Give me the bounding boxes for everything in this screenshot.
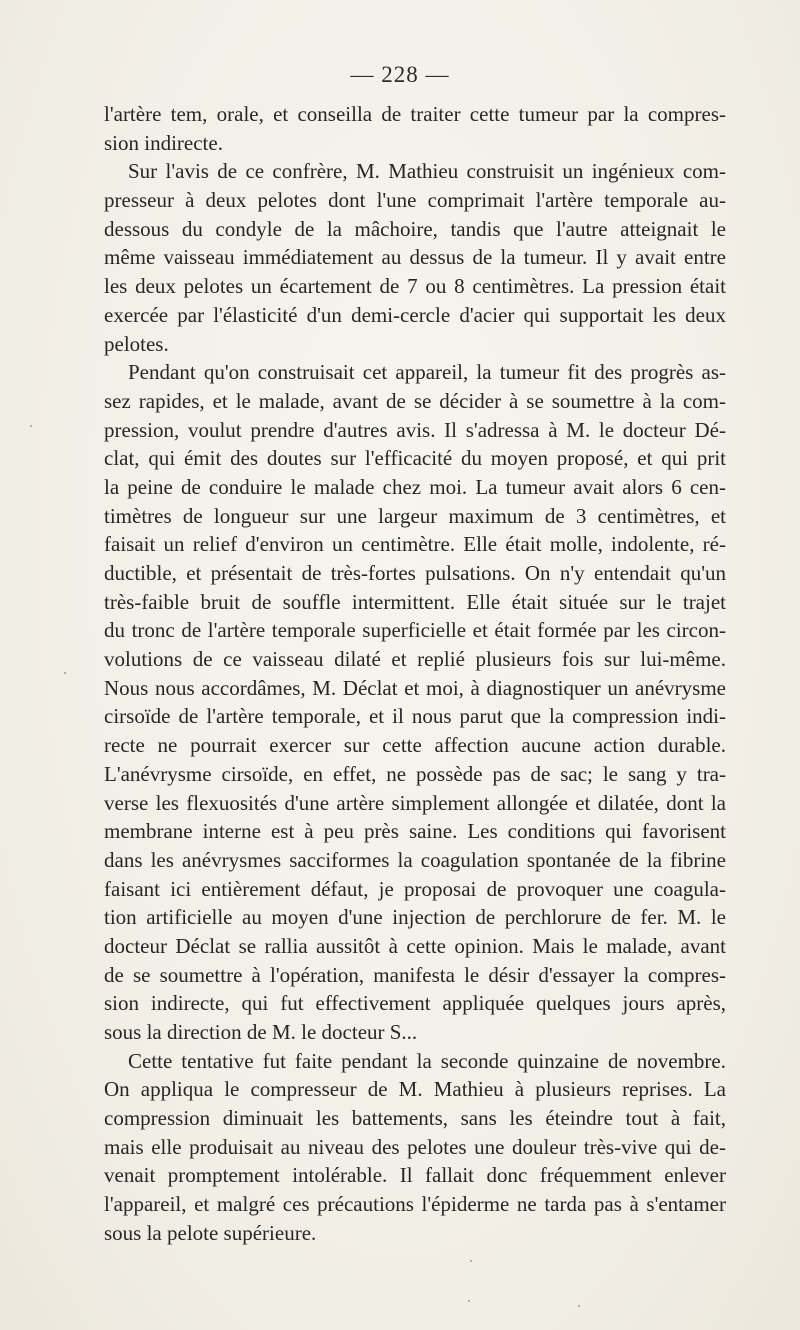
text-line: dans les anévrysmes sacciformes la coagulation spontanée de la fibrine — [104, 847, 726, 872]
text-line: exercée par l'élasticité d'un demi-cercle d'acier qui supportait les deux — [104, 302, 726, 327]
body-text — [104, 100, 726, 1248]
text-line: sion indirecte, qui fut effectivement appliquée quelques jours après, — [104, 991, 726, 1016]
text-line: Sur l'avis de ce confrère, M. Mathieu construisit un ingénieux com- — [128, 159, 726, 184]
text-line: dessous du condyle de la mâchoire, tandis que l'autre atteignait le — [104, 216, 726, 241]
text-line: recte ne pourrait exercer sur cette affection aucune action durable. — [104, 733, 726, 758]
text-line: ductible, et présentait de très-fortes pulsations. On n'y entendait qu'un — [104, 561, 726, 585]
text-line: L'anévrysme cirsoïde, en effet, ne possède pas de sac; le sang y tra- — [104, 761, 726, 786]
text-line: pression, voulut prendre d'autres avis. Il s'adressa à M. le docteur Dé- — [104, 417, 726, 442]
text-line: Pendant qu'on construisait cet appareil, la tumeur fit des progrès as- — [128, 360, 726, 385]
text-line: cirsoïde de l'artère temporale, et il nous parut que la compression indi- — [104, 704, 726, 729]
text-line: timètres de longueur sur une largeur maximum de 3 centimètres, et — [104, 503, 726, 528]
text-line: très-faible bruit de souffle intermittent. Elle était située sur le trajet — [104, 589, 726, 614]
page-number: — 228 — — [350, 62, 450, 87]
text-line: sion indirecte. — [104, 130, 223, 155]
text-line: presseur à deux pelotes dont l'une comprimait l'artère temporale au- — [104, 188, 726, 213]
text-line: venait promptement intolérable. Il fallait donc fréquemment enlever — [104, 1163, 726, 1188]
text-line: clat, qui émit des doutes sur l'efficacité du moyen proposé, et qui prit — [104, 446, 726, 471]
text-line: Nous nous accordâmes, M. Déclat et moi, à diagnostiquer un anévrysme — [104, 675, 726, 700]
text-line: sous la direction de M. le docteur S... — [104, 1020, 418, 1044]
text-line: verse les flexuosités d'une artère simplement allongée et dilatée, dont la — [104, 790, 726, 815]
text-line: docteur Déclat se rallia aussitôt à cette opinion. Mais le malade, avant — [104, 933, 726, 958]
text-line: l'appareil, et malgré ces précautions l'épiderme ne tarda pas à s'entamer — [104, 1192, 726, 1217]
text-line: la peine de conduire le malade chez moi. La tumeur avait alors 6 cen- — [104, 474, 726, 499]
text-line: volutions de ce vaisseau dilaté et replié plusieurs fois sur lui-même. — [104, 647, 726, 672]
text-line: mais elle produisait au niveau des pelotes une douleur très-vive qui de- — [104, 1134, 726, 1159]
text-line: faisait un relief d'environ un centimètre. Elle était molle, indolente, ré- — [104, 532, 726, 557]
text-line: l'artère tem, orale, et conseilla de traiter cette tumeur par la compres- — [104, 102, 726, 126]
text-line: sous la pelote supérieure. — [104, 1220, 317, 1245]
text-line: membrane interne est à peu près saine. Les conditions qui favorisent — [104, 819, 726, 844]
text-line: tion artificielle au moyen d'une injection de perchlorure de fer. M. le — [104, 905, 726, 930]
text-line: les deux pelotes un écartement de 7 ou 8 centimètres. La pression était — [104, 274, 726, 299]
text-line: du tronc de l'artère temporale superficielle et était formée par les circon- — [104, 618, 726, 643]
text-line: pelotes. — [104, 331, 169, 356]
text-line: même vaisseau immédiatement au dessus de la tumeur. Il y avait entre — [104, 245, 726, 270]
text-line: Cette tentative fut faite pendant la seconde quinzaine de novembre. — [128, 1048, 726, 1073]
text-line: de se soumettre à l'opération, manifesta le désir d'essayer la compres- — [104, 962, 726, 987]
text-line: compression diminuait les battements, sans les éteindre tout à fait, — [104, 1106, 726, 1131]
text-line: On appliqua le compresseur de M. Mathieu à plusieurs reprises. La — [104, 1077, 726, 1102]
text-line: faisant ici entièrement défaut, je proposai de provoquer une coagula- — [104, 876, 726, 901]
text-line: sez rapides, et le malade, avant de se décider à se soumettre à la com- — [104, 388, 726, 413]
